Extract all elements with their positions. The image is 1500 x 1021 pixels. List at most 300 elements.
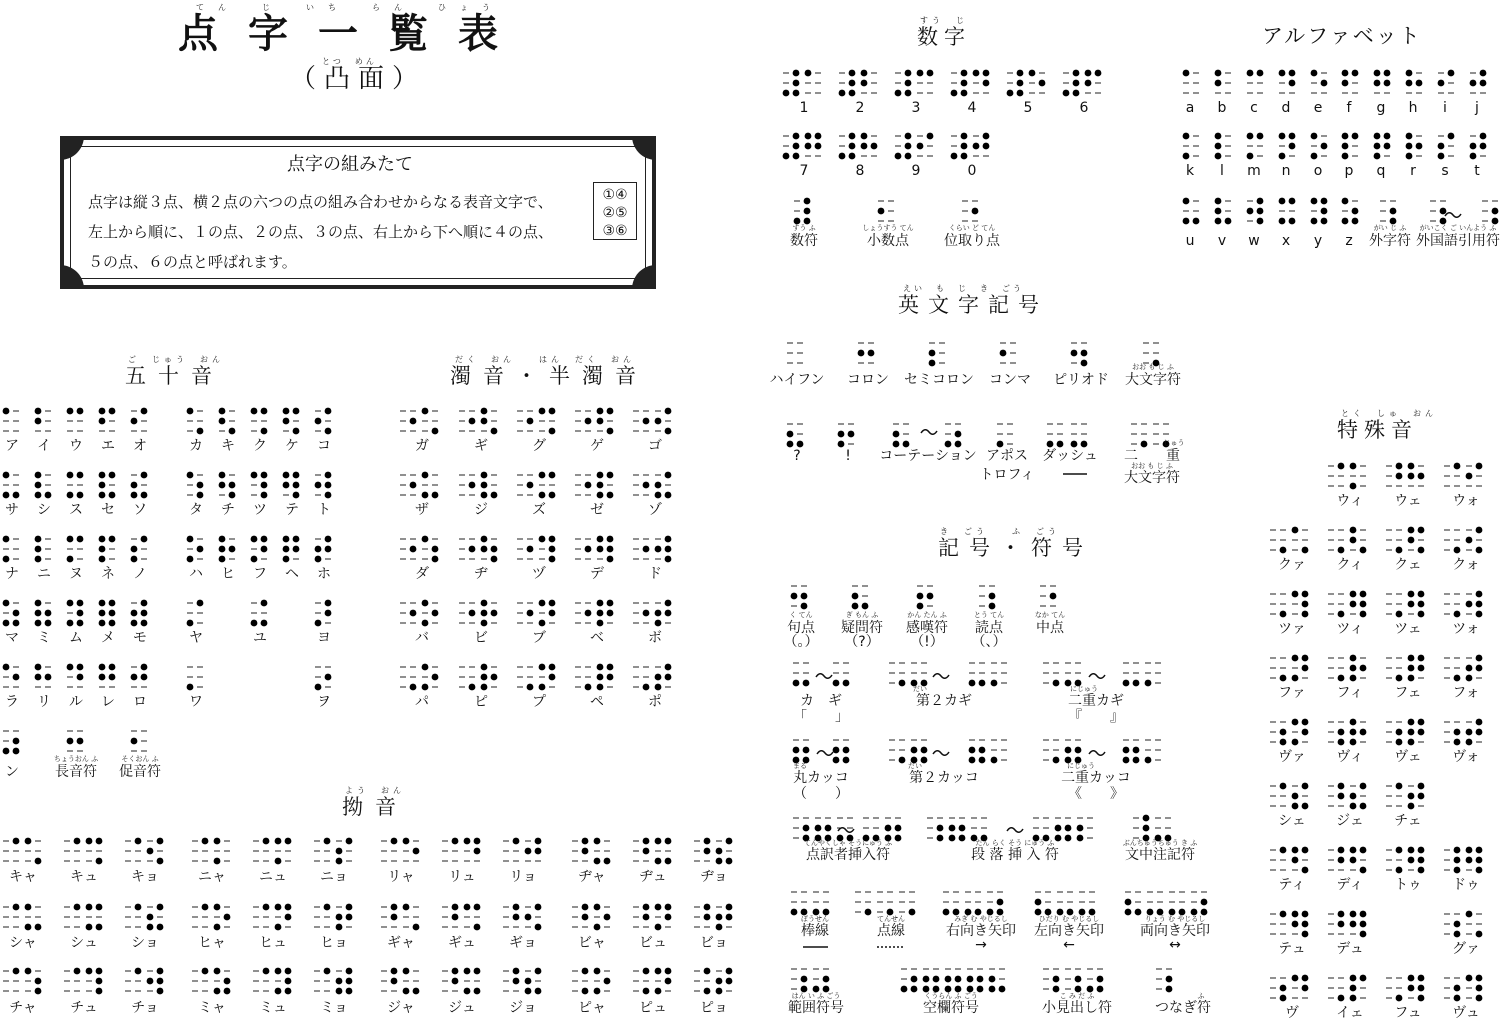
raised-dot — [293, 482, 300, 489]
cell-label: 棒線 — [801, 923, 829, 939]
cell-label: ベ — [590, 630, 604, 646]
braille-cell — [1350, 911, 1367, 938]
raised-dot — [469, 418, 476, 425]
raised-dot — [839, 90, 846, 97]
raised-dot — [1438, 153, 1445, 160]
raised-dot — [527, 418, 534, 425]
braille-cell — [67, 536, 84, 563]
raised-dot — [214, 904, 221, 911]
raised-dot — [1338, 463, 1345, 470]
raised-dot — [141, 600, 148, 607]
braille-cell — [1342, 133, 1359, 160]
raised-dot — [1350, 527, 1357, 534]
braille-cell — [633, 411, 649, 431]
cell-label: ニ — [37, 566, 51, 582]
braille-cell — [1063, 70, 1080, 97]
braille-cell — [813, 969, 830, 992]
cell-label: ロ — [133, 694, 147, 710]
braille-cell — [1033, 818, 1050, 841]
cell-label: リ — [37, 694, 51, 710]
raised-dot — [787, 431, 794, 438]
raised-dot — [432, 556, 439, 563]
raised-dot — [346, 968, 353, 975]
raised-dot — [1408, 655, 1415, 662]
braille-cell — [838, 424, 855, 447]
raised-dot — [1280, 847, 1287, 854]
raised-dot — [432, 492, 439, 499]
raised-dot — [1480, 133, 1487, 140]
braille-cell — [403, 904, 420, 931]
raised-dot — [474, 848, 481, 855]
raised-dot — [109, 536, 116, 543]
braille-cell — [597, 664, 614, 691]
raised-dot — [452, 904, 459, 911]
raised-dot — [1408, 729, 1415, 736]
braille-cell — [539, 600, 556, 627]
raised-dot — [202, 838, 209, 845]
raised-dot — [525, 848, 532, 855]
raised-dot — [1454, 847, 1461, 854]
raised-dot — [1350, 729, 1357, 736]
raised-dot — [285, 978, 292, 985]
raised-dot — [187, 620, 194, 627]
braille-cell — [86, 904, 103, 931]
raised-dot — [1418, 601, 1425, 608]
cell-label: ナ — [5, 566, 19, 582]
braille-cell — [597, 536, 614, 563]
raised-dot — [1440, 208, 1447, 215]
raised-dot — [1360, 591, 1367, 598]
braille-cell — [3, 664, 20, 687]
tokushu-ruby: とく しゅ おん — [1341, 409, 1437, 418]
braille-cell — [67, 600, 84, 627]
raised-dot — [1350, 921, 1357, 928]
cell-label: j — [1475, 100, 1479, 116]
raised-dot — [1342, 70, 1349, 77]
raised-dot — [131, 492, 138, 499]
raised-dot — [607, 664, 614, 671]
braille-cell — [655, 408, 672, 435]
raised-dot — [1000, 350, 1007, 357]
braille-cell — [1071, 343, 1088, 366]
raised-dot — [959, 835, 966, 842]
raised-dot — [643, 610, 650, 617]
raised-dot — [793, 90, 800, 97]
cell-label: ヒュ — [259, 935, 287, 951]
raised-dot — [336, 858, 343, 865]
raised-dot — [1466, 857, 1473, 864]
raised-dot — [1476, 867, 1483, 874]
raised-dot — [157, 924, 164, 931]
cell-label: ヨ — [317, 630, 331, 646]
label-ruby: ぶんちゅうちゅう き ふ — [1122, 839, 1198, 847]
raised-dot — [410, 546, 417, 553]
raised-dot — [716, 924, 723, 931]
braille-cell — [1444, 722, 1460, 745]
braille-cell — [878, 201, 894, 221]
raised-dot — [283, 536, 290, 543]
raised-dot — [793, 143, 800, 150]
raised-dot — [921, 747, 928, 754]
braille-cell — [1145, 740, 1161, 763]
braille-cell — [187, 472, 204, 499]
raised-dot — [251, 472, 258, 479]
raised-dot — [187, 556, 194, 563]
cell-label: グァ — [1452, 941, 1480, 957]
raised-dot — [131, 610, 138, 617]
label-ruby: だい — [908, 762, 922, 770]
raised-dot — [607, 536, 614, 543]
raised-dot — [833, 747, 840, 754]
raised-dot — [261, 600, 268, 607]
cell-label: ニョ — [320, 869, 348, 885]
raised-dot — [1350, 985, 1357, 992]
raised-dot — [1418, 655, 1425, 662]
braille-cell — [633, 667, 649, 690]
raised-dot — [1225, 218, 1232, 225]
raised-dot — [1418, 985, 1425, 992]
raised-dot — [643, 914, 650, 921]
raised-dot — [604, 914, 611, 921]
title-ruby: てん じ いち らん ひょう — [196, 3, 504, 12]
raised-dot — [655, 968, 662, 975]
raised-dot — [77, 408, 84, 415]
raised-dot — [214, 988, 221, 995]
raised-dot — [815, 133, 822, 140]
braille-cell — [1438, 133, 1455, 160]
raised-dot — [535, 924, 542, 931]
raised-dot — [77, 492, 84, 499]
raised-dot — [109, 620, 116, 627]
raised-dot — [1073, 80, 1080, 87]
tilde-connector — [1089, 751, 1105, 756]
raised-dot — [1342, 153, 1349, 160]
braille-cell — [400, 603, 416, 623]
cell-label: 「 」 — [793, 709, 849, 725]
raised-dot — [949, 835, 956, 842]
braille-cell — [633, 539, 649, 559]
raised-dot — [585, 482, 592, 489]
braille-cell — [575, 603, 591, 623]
raised-dot — [643, 482, 650, 489]
cell-label: ガ — [415, 438, 429, 454]
cell-label: ジュ — [448, 1000, 476, 1016]
braille-cell — [633, 904, 649, 927]
raised-dot — [1350, 857, 1357, 864]
braille-cell — [969, 663, 986, 686]
raised-dot — [1470, 143, 1477, 150]
raised-dot — [452, 978, 459, 985]
cell-label: 小数点 — [867, 233, 909, 249]
raised-dot — [147, 978, 154, 985]
raised-dot — [1476, 995, 1483, 1002]
cell-label: h — [1408, 100, 1418, 116]
raised-dot — [933, 976, 940, 983]
raised-dot — [481, 600, 488, 607]
section-title-kigou: 記号・符号 — [938, 536, 1093, 560]
raised-dot — [391, 978, 398, 985]
raised-dot — [973, 143, 980, 150]
braille-cell — [997, 424, 1013, 447]
raised-dot — [283, 482, 290, 489]
raised-dot — [843, 680, 850, 687]
raised-dot — [1418, 995, 1425, 1002]
raised-dot — [135, 968, 142, 975]
braille-cell — [594, 904, 611, 931]
raised-dot — [861, 143, 868, 150]
raised-dot — [1292, 591, 1299, 598]
cell-label: セ — [101, 502, 115, 518]
label-ruby: なか てん — [1034, 611, 1066, 619]
raised-dot — [597, 482, 604, 489]
raised-dot — [665, 546, 672, 553]
raised-dot — [973, 70, 980, 77]
intro-line-1: 点字は縦３点、横２点の六つの点の組み合わせからなる表音文字で、 — [88, 193, 553, 211]
raised-dot — [481, 610, 488, 617]
raised-dot — [1418, 527, 1425, 534]
braille-cell — [25, 968, 42, 995]
braille-cell — [314, 904, 330, 927]
braille-cell — [1043, 969, 1059, 992]
braille-cell — [503, 904, 519, 927]
raised-dot — [643, 848, 650, 855]
raised-dot — [895, 153, 902, 160]
cell-label: ズ — [532, 502, 546, 518]
braille-cell — [1131, 424, 1147, 447]
raised-dot — [99, 418, 106, 425]
raised-dot — [413, 988, 420, 995]
braille-cell — [979, 586, 995, 609]
raised-dot — [74, 968, 81, 975]
braille-cell — [517, 411, 533, 431]
raised-dot — [1311, 70, 1318, 77]
raised-dot — [99, 600, 106, 607]
raised-dot — [1360, 847, 1367, 854]
braille-cell — [442, 904, 458, 927]
raised-dot — [909, 909, 916, 916]
braille-cell — [219, 472, 236, 499]
raised-dot — [597, 546, 604, 553]
raised-dot — [77, 664, 84, 671]
raised-dot — [285, 914, 292, 921]
raised-dot — [1448, 70, 1455, 77]
braille-cell — [633, 968, 649, 995]
raised-dot — [1321, 208, 1328, 215]
raised-dot — [1302, 655, 1309, 662]
raised-dot — [535, 904, 542, 911]
braille-cell — [187, 408, 204, 435]
raised-dot — [325, 610, 332, 617]
raised-dot — [1466, 975, 1473, 982]
raised-dot — [1390, 208, 1397, 215]
raised-dot — [1280, 611, 1287, 618]
raised-dot — [549, 546, 556, 553]
cell-label: z — [1345, 233, 1353, 249]
raised-dot — [643, 904, 650, 911]
cell-label: 7 — [799, 163, 809, 179]
cell-label: ヴュ — [1452, 1005, 1480, 1021]
raised-dot — [96, 924, 103, 931]
section-title-youon: 拗音 — [342, 795, 408, 819]
braille-cell — [927, 818, 943, 841]
raised-dot — [1408, 665, 1415, 672]
raised-dot — [391, 904, 398, 911]
cell-label: 位取り点 — [944, 233, 1000, 249]
raised-dot — [927, 593, 934, 600]
cell-label: 感嘆符 — [906, 620, 948, 636]
braille-cell — [969, 740, 986, 763]
cell-label: ニャ — [198, 869, 226, 885]
braille-cell — [973, 70, 990, 93]
raised-dot — [929, 360, 936, 367]
raised-dot — [597, 536, 604, 543]
braille-cell — [253, 904, 269, 927]
cell-label: キ — [221, 438, 235, 454]
braille-cell — [1444, 463, 1460, 486]
raised-dot — [109, 664, 116, 671]
raised-dot — [1454, 921, 1461, 928]
braille-cell — [861, 70, 877, 93]
raised-dot — [793, 80, 800, 87]
braille-cell — [943, 892, 960, 915]
raised-dot — [597, 600, 604, 607]
raised-dot — [1053, 976, 1060, 983]
raised-dot — [1396, 463, 1403, 470]
raised-dot — [849, 153, 856, 160]
braille-cell — [1466, 655, 1483, 682]
raised-dot — [283, 556, 290, 563]
braille-cell — [1247, 70, 1264, 93]
cell-label: 9 — [911, 163, 921, 179]
raised-dot — [527, 482, 534, 489]
cell-label: チャ — [9, 1000, 37, 1016]
label-ruby: かん たん ふ — [907, 611, 947, 619]
raised-dot — [838, 441, 845, 448]
raised-dot — [1374, 143, 1381, 150]
label-ruby: がいこく ご いんよう ふ — [1419, 224, 1497, 232]
raised-dot — [665, 600, 672, 607]
braille-cell — [539, 536, 556, 563]
cell-label: ファ — [1278, 685, 1306, 701]
braille-cell — [1270, 783, 1286, 806]
braille-cell — [1408, 591, 1425, 618]
cell-label: オ — [133, 438, 147, 454]
raised-dot — [979, 680, 986, 687]
raised-dot — [135, 904, 142, 911]
raised-dot — [325, 428, 332, 435]
raised-dot — [285, 838, 292, 845]
label-ruby: はん い ふ ごう — [791, 992, 841, 1000]
raised-dot — [1416, 143, 1423, 150]
raised-dot — [901, 986, 908, 993]
raised-dot — [147, 924, 154, 931]
braille-cell — [131, 731, 147, 751]
braille-cell — [1408, 847, 1425, 874]
braille-cell — [1408, 719, 1425, 746]
braille-cell — [459, 539, 475, 559]
raised-dot — [1302, 591, 1309, 598]
raised-dot — [491, 674, 498, 681]
raised-dot — [849, 90, 856, 97]
braille-cell — [991, 663, 1007, 686]
raised-dot — [1454, 611, 1461, 618]
raised-dot — [525, 914, 532, 921]
braille-cell — [283, 472, 300, 499]
braille-cell — [86, 968, 103, 995]
cell-label: セミコロン — [904, 372, 974, 388]
raised-dot — [1480, 70, 1487, 77]
braille-cell — [214, 968, 231, 995]
braille-cell — [214, 838, 230, 865]
gojuon-ruby: ご じゅう おん — [128, 355, 224, 364]
raised-dot — [13, 492, 20, 499]
braille-cell — [794, 198, 811, 225]
raised-dot — [607, 428, 614, 435]
braille-cell — [459, 475, 475, 495]
raised-dot — [961, 133, 968, 140]
braille-cell — [597, 472, 614, 499]
raised-dot — [1396, 867, 1403, 874]
braille-cell — [251, 536, 268, 563]
braille-cell — [67, 472, 84, 499]
raised-dot — [899, 680, 906, 687]
raised-dot — [582, 838, 589, 845]
cell-label: ミ — [37, 630, 51, 646]
raised-dot — [13, 968, 20, 975]
braille-cell — [253, 968, 269, 991]
raised-dot — [1396, 675, 1403, 682]
raised-dot — [77, 536, 84, 543]
raised-dot — [157, 968, 164, 975]
cell-label: サ — [5, 502, 19, 518]
braille-cell — [1380, 201, 1396, 224]
braille-cell — [1444, 847, 1460, 874]
raised-dot — [643, 968, 650, 975]
braille-cell — [1292, 655, 1309, 682]
raised-dot — [35, 546, 42, 553]
cell-label: ? — [793, 448, 801, 464]
raised-dot — [45, 674, 52, 681]
cell-label: （、） — [971, 634, 1007, 650]
raised-dot — [1311, 198, 1318, 205]
raised-dot — [86, 838, 93, 845]
cell-label: v — [1217, 233, 1227, 249]
braille-cell — [147, 968, 164, 995]
raised-dot — [1039, 80, 1046, 87]
cell-label: w — [1248, 233, 1260, 249]
braille-cell — [1292, 527, 1309, 554]
braille-cell — [1279, 133, 1296, 160]
raised-dot — [263, 968, 270, 975]
cell-label: ボ — [648, 630, 662, 646]
raised-dot — [1081, 360, 1088, 367]
raised-dot — [315, 482, 322, 489]
cell-label: ディ — [1336, 877, 1364, 893]
raised-dot — [1292, 739, 1299, 746]
braille-cell — [1215, 133, 1231, 160]
raised-dot — [1342, 198, 1349, 205]
raised-dot — [422, 472, 429, 479]
raised-dot — [783, 153, 790, 160]
raised-dot — [1350, 739, 1357, 746]
raised-dot — [202, 968, 209, 975]
raised-dot — [989, 986, 996, 993]
braille-cell — [251, 600, 268, 627]
raised-dot — [535, 988, 542, 995]
raised-dot — [474, 988, 481, 995]
raised-dot — [823, 976, 830, 983]
braille-cell — [572, 838, 588, 861]
